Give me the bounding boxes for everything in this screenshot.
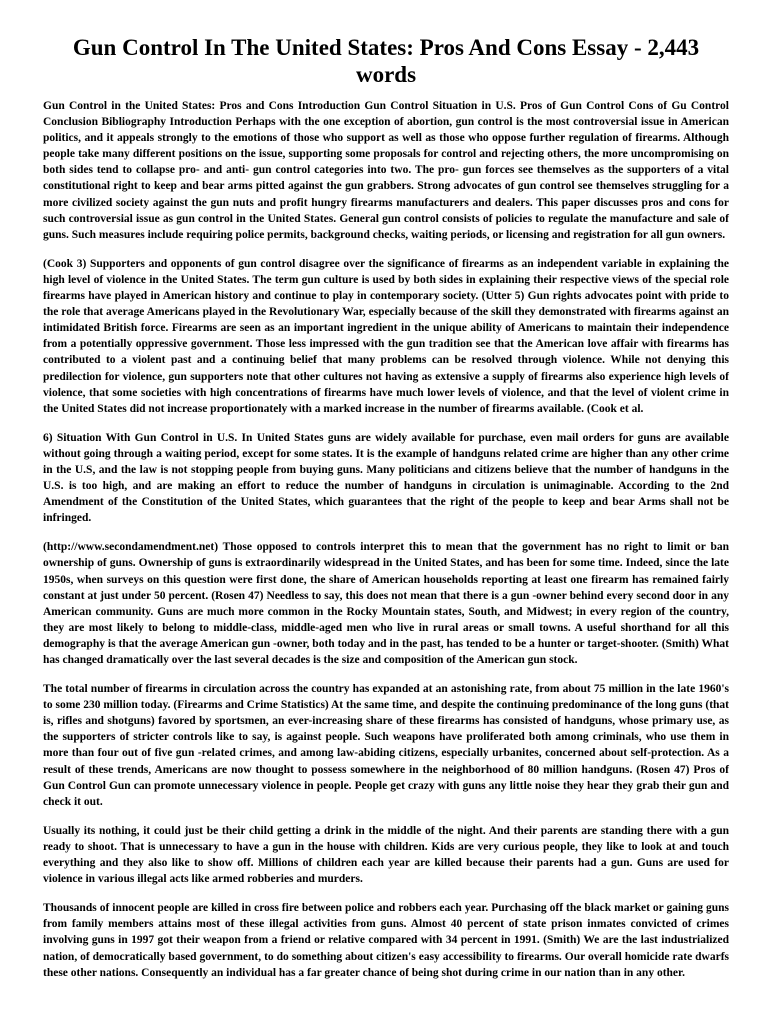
body-paragraph-1: Gun Control in the United States: Pros and Cons Introduction Gun Control Situation in U.S. Pros of Gun Control Cons of Gu Control Conclusion Bibliography Introduction Perhaps with the one exception of abortion, gun control is the most controversial issue in American politics, and it appeals strongly to the emotions of those who support as well as those who oppose further regulation of firearms. Although people take many different positions on the issue, supporting some proposals for control and rejecting others, the more uncompromising on both sides tend to collapse pro- and anti- gun control categories into two. The pro- gun forces see themselves as the supporters of a vital constitutional right to keep and bear arms pitted against the gun grabbers. Strong advocates of gun control see themselves struggling for a more civilized society against the gun nuts and profit hungry firearms manufacturers and dealers. This paper discusses pros and cons for such controversial issue as gun control in the United States. General gun control consists of policies to regulate the manufacture and sale of guns. Such measures include requiring police permits, background checks, waiting periods, or licensing and registration for all gun owners. [43, 100, 729, 241]
body-paragraph-7: Thousands of innocent people are killed in cross fire between police and robbers each year. Purchasing off the black market or gaining guns from family members attains most of these illegal activities from guns. Almost 40 percent of state prison inmates convicted of crimes involving guns in 1997 got their weapon from a friend or relative compared with 34 percent in 1991. (Smith) We are the last industrialized nation, of democratically based government, to do something about citizen's easy accessibility to firearms. Our overall homicide rate dwarfs these other nations. Consequently an individual has a far greater chance of being shot during crime in our nation than in any other. [43, 902, 729, 979]
document-body [43, 98, 729, 981]
body-paragraph-2: (Cook 3) Supporters and opponents of gun control disagree over the significance of firearms as an independent variable in explaining the high level of violence in the United States. The term gun culture is used by both sides in explaining their respective views of the special role firearms have played in American history and continue to play in contemporary society. (Utter 5) Gun rights advocates point with pride to the role that average Americans played in the Revolutionary War, especially because of the skill they demonstrated with firearms against an intimidated British force. Firearms are seen as an important ingredient in the unique ability of Americans to maintain their independence from a potentially oppressive government. Those less impressed with the gun tradition see that the American love affair with firearms has contributed to a violent past and a continuing belief that many problems can be resolved through violence. While not denying this predilection for violence, gun supporters note that other cultures not having as extensive a supply of firearms also experience high levels of violence, that some societies with high concentrations of firearms have much lower levels of violence, and that the level of violent crime in the United States did not increase proportionately with a marked increase in the number of firearms available. (Cook et al. [43, 257, 729, 415]
body-paragraph-3: 6) Situation With Gun Control in U.S. In United States guns are widely available for purchase, even mail orders for guns are available without going through a waiting period, except for some states. It is the example of handguns related crime are higher than any other crime in the U.S, and the law is not stopping people from buying guns. Many politicians and citizens believe that the number of handguns in the U.S. is too high, and are making an effort to reduce the number of handguns in circulation is unimaginable. According to the 2nd Amendment of the Constitution of the United States, which guarantees that the right of the people to keep and bear Arms shall not be infringed. [43, 431, 729, 525]
body-paragraph-4: (http://www.secondamendment.net) Those opposed to controls interpret this to mean that the government has no right to limit or ban ownership of guns. Ownership of guns is extraordinarily widespread in the United States, and has been for some time. Indeed, since the late 1950s, when surveys on this question were first done, the share of American households reporting at least one firearm has remained fairly constant at just under 50 percent. (Rosen 47) Needless to say, this does not mean that there is a gun -owner behind every second door in any American community. Guns are much more common in the Rocky Mountain states, South, and Midwest; in every region of the country, they are most likely to belong to middle-class, middle-aged men who live in rural areas or small towns. A useful shorthand for all this demography is that the average American gun -owner, both today and in the past, has tended to be a hunter or target-shooter. (Smith) What has changed dramatically over the last several decades is the size and composition of the American gun stock. [43, 541, 729, 666]
body-paragraph-5: The total number of firearms in circulation across the country has expanded at an astonishing rate, from about 75 million in the late 1960's to some 230 million today. (Firearms and Crime Statistics) At the same time, and despite the continuing predominance of the long guns (that is, rifles and shotguns) favored by sportsmen, an ever-increasing share of these firearms has consisted of handguns, whose primary use, as the supporters of stricter controls like to say, is against people. Such weapons have proliferated both among criminals, who use them in more than four out of five gun -related crimes, and among law-abiding citizens, especially urbanites, concerned about self-protection. As a result of these trends, Americans are now thought to possess somewhere in the neighborhood of 80 million handguns. (Rosen 47) Pros of Gun Control Gun can promote unnecessary violence in people. People get crazy with guns any little noise they hear they grab their gun and check it out. [43, 683, 729, 808]
document-title: Gun Control In The United States: Pros And Cons Essay - 2,443 words [72, 35, 700, 87]
document-page [43, 34, 729, 994]
body-paragraph-6: Usually its nothing, it could just be their child getting a drink in the middle of the night. And their parents are standing there with a gun ready to shoot. That is unnecessary to have a gun in the house with children. Kids are very curious people, they like to look at and touch everything and they also like to show off. Millions of children each year are killed because their parents had a gun. Guns are used for violence in various illegal acts like armed robberies and murders. [43, 824, 729, 886]
